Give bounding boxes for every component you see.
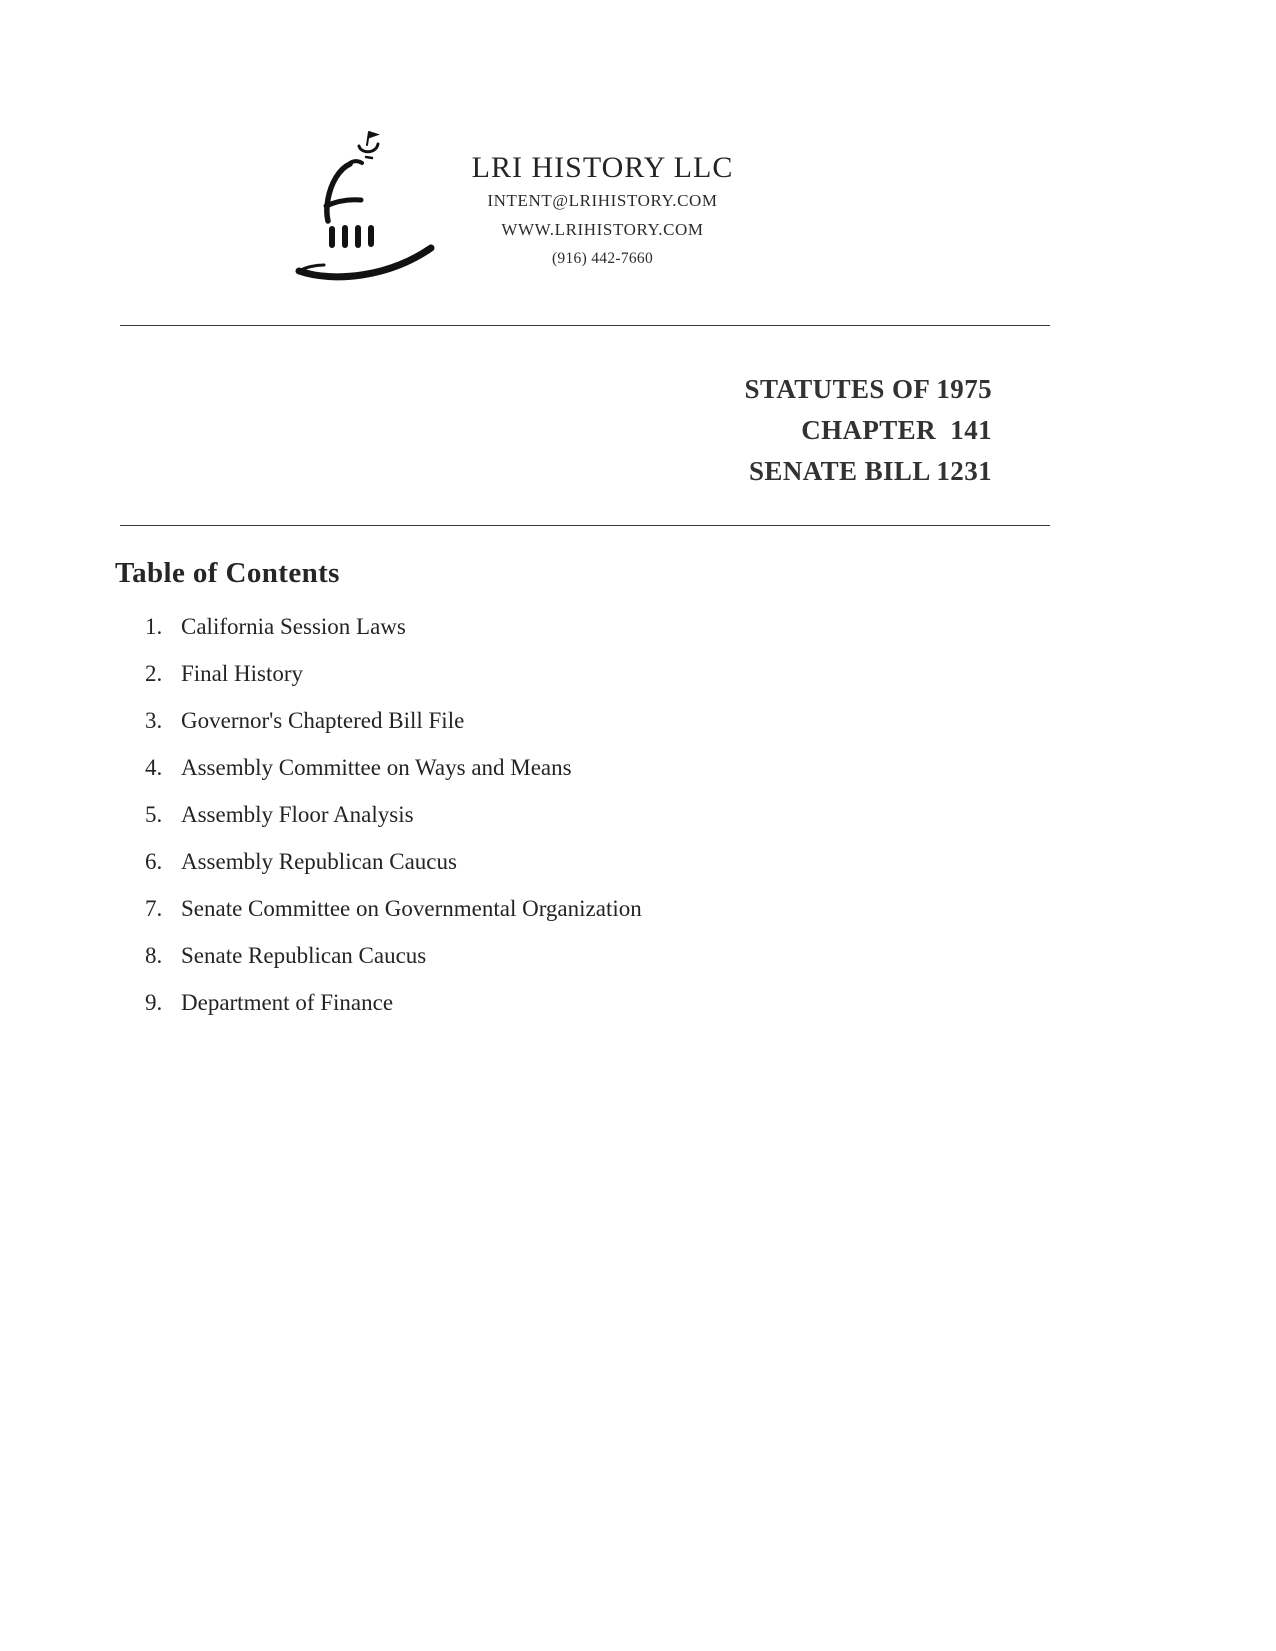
toc-item-label: Final History xyxy=(181,661,304,686)
statutes-line: STATUTES OF 1975 xyxy=(744,374,992,404)
divider-bottom xyxy=(120,525,1050,526)
toc-item-number: 9. xyxy=(145,990,163,1015)
toc-item-number: 2. xyxy=(145,661,163,686)
divider-top xyxy=(120,325,1050,326)
toc-item xyxy=(145,614,642,661)
letterhead xyxy=(460,150,745,273)
toc-item-number: 5. xyxy=(145,802,163,827)
company-name: LRI HISTORY LLC xyxy=(471,151,734,184)
toc-item xyxy=(145,802,642,849)
chapter-line: CHAPTER 141 xyxy=(801,415,992,445)
toc-item-number: 4. xyxy=(145,755,163,780)
toc-item xyxy=(145,661,642,708)
toc-title: Table of Contents xyxy=(115,557,340,589)
toc-item xyxy=(145,708,642,755)
capitol-logo-icon xyxy=(294,126,439,288)
toc-item-label: Assembly Republican Caucus xyxy=(181,849,457,874)
toc-item-label: Department of Finance xyxy=(181,990,394,1015)
toc-item-number: 8. xyxy=(145,943,163,968)
website-text: WWW.LRIHISTORY.COM xyxy=(501,220,704,239)
toc-item-number: 7. xyxy=(145,896,163,921)
toc-list xyxy=(145,614,642,1037)
toc-item-label: Assembly Floor Analysis xyxy=(181,802,414,827)
toc-item xyxy=(145,755,642,802)
toc-item-label: Senate Committee on Governmental Organization xyxy=(181,896,642,921)
email-text: INTENT@LRIHISTORY.COM xyxy=(487,191,718,210)
toc-item-number: 1. xyxy=(145,614,163,639)
toc-item xyxy=(145,943,642,990)
toc-item-number: 6. xyxy=(145,849,163,874)
toc-item xyxy=(145,896,642,943)
statute-reference xyxy=(745,369,992,492)
toc-item-number: 3. xyxy=(145,708,163,733)
phone-text: (916) 442-7660 xyxy=(551,250,654,267)
toc-item xyxy=(145,849,642,896)
toc-item-label: Assembly Committee on Ways and Means xyxy=(181,755,572,780)
toc-item-label: Governor's Chaptered Bill File xyxy=(181,708,465,733)
toc-item-label: California Session Laws xyxy=(181,614,406,639)
toc-item xyxy=(145,990,642,1037)
senate-bill-line: SENATE BILL 1231 xyxy=(749,456,992,486)
toc-item-label: Senate Republican Caucus xyxy=(181,943,427,968)
